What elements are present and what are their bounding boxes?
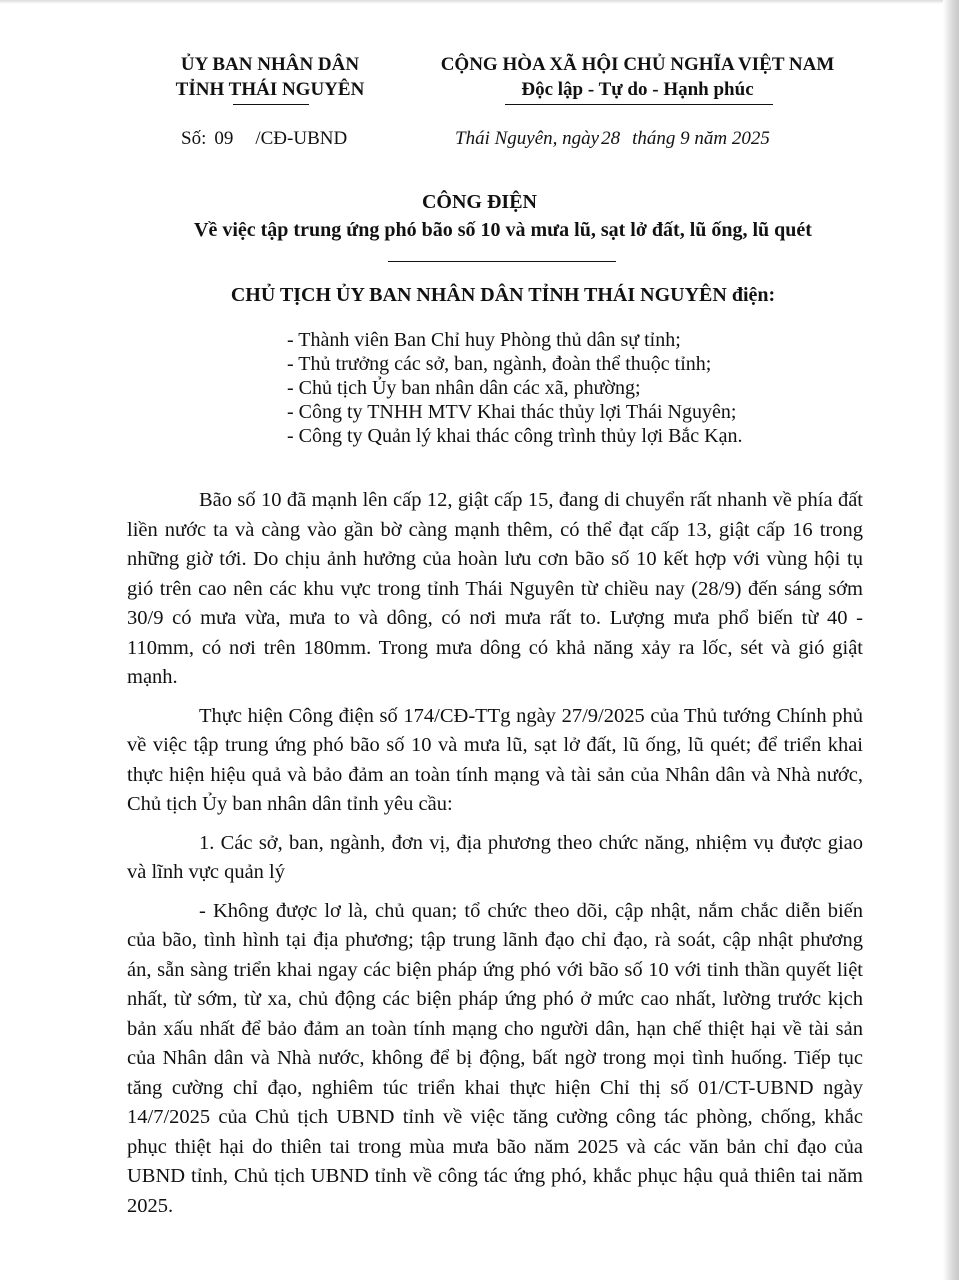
issuing-agency-line1: ỦY BAN NHÂN DÂN [180,54,360,75]
recipient-item: - Công ty Quản lý khai thác công trình thủy lợi Bắc Kạn. [287,425,743,447]
subject-underline [388,261,616,262]
document-subject: Về việc tập trung ứng phó bão số 10 và mưa lũ, sạt lở đất, lũ ống, lũ quét [194,219,812,241]
body-paragraph-directive-basis: Thực hiện Công điện số 174/CĐ-TTg ngày 27/9/2025 của Thủ tướng Chính phủ về việc tập trung ứng phó bão số 10 và mưa lũ, sạt lở đất, lũ ống, lũ quét; để triển khai thực hiện hiệu quả và bảo đảm an toàn tính mạng và tài sản của Nhân dân và Nhà nước, Chủ tịch Ủy ban nhân dân tỉnh yêu cầu: [127,704,863,815]
national-name: CỘNG HÒA XÃ HỘI CHỦ NGHĨA VIỆT NAM [440,54,835,75]
document-number-label: Số: [181,128,207,149]
recipient-list [287,328,743,448]
recipient-item: - Công ty TNHH MTV Khai thác thủy lợi Thái Nguyên; [287,401,737,423]
document-number [181,128,347,150]
issuing-agency-line2: TỈNH THÁI NGUYÊN [175,79,365,100]
document-number-value: 09 [214,128,234,149]
national-motto: Độc lập - Tự do - Hạnh phúc [521,79,754,100]
issuing-agency-block [150,52,390,102]
motto-underline [505,104,773,105]
issue-date [455,128,770,150]
national-motto-block [410,52,865,102]
agency-underline [233,104,309,105]
body-paragraph-section-1-item: - Không được lơ là, chủ quan; tổ chức theo dõi, cập nhật, nắm chắc diễn biến của bão, tình hình tại địa phương; tập trung lãnh đạo chỉ đạo, rà soát, cập nhật phương án, sẵn sàng triển khai ngay các biện pháp ứng phó với bão số 10 với tinh thần quyết liệt nhất, từ sớm, từ xa, chủ động các biện pháp ứng phó ở mức cao nhất, lường trước kịch bản xấu nhất để bảo đảm an toàn tính mạng cho người dân, hạn chế thiệt hại về tài sản của Nhân dân và Nhà nước, không để bị động, bất ngờ trong mọi tình huống. Tiếp tục tăng cường chỉ đạo, nghiêm túc triển khai thực hiện Chỉ thị số 01/CT-UBND ngày 14/7/2025 của Chủ tịch UBND tỉnh về việc tăng cường công tác phòng, chống, khắc phục thiệt hại do thiên tai trong mùa mưa bão năm 2025 và các văn bản chỉ đạo của UBND tỉnh, Chủ tịch UBND tỉnh về công tác ứng phó, khắc phục hậu quả thiên tai năm 2025. [127,899,863,1217]
recipient-item: - Thành viên Ban Chỉ huy Phòng thủ dân sự tỉnh; [287,329,681,351]
issue-date-place: Thái Nguyên, ngày [455,128,600,149]
page-top-edge [0,0,959,4]
issue-date-day: 28 [601,128,621,149]
document-type-title: CÔNG ĐIỆN [421,191,537,213]
body-paragraph-storm-forecast: Bão số 10 đã mạnh lên cấp 12, giật cấp 15, đang di chuyển rất nhanh về phía đất liền nước ta và càng vào gần bờ càng mạnh thêm, có thể đạt cấp 13, giật cấp 16 trong những giờ tới. Do chịu ảnh hưởng của hoàn lưu cơn bão số 10 kết hợp với vùng hội tụ gió trên cao nên các khu vực trong tỉnh Thái Nguyên từ chiều nay (28/9) đến sáng sớm 30/9 có mưa vừa, mưa to và dông, có nơi mưa rất to. Lượng mưa phổ biến từ 40 - 110mm, có nơi trên 180mm. Trong mưa dông có khả năng xảy ra lốc, sét và gió giật mạnh. [127,489,863,688]
recipient-item: - Chủ tịch Ủy ban nhân dân các xã, phường; [287,377,641,399]
document-body [127,486,863,1230]
recipient-item: - Thủ trưởng các sở, ban, ngành, đoàn thể thuộc tỉnh; [287,353,712,375]
body-paragraph-section-1-heading: 1. Các sở, ban, ngành, đơn vị, địa phương theo chức năng, nhiệm vụ được giao và lĩnh vực quản lý [127,831,863,883]
issue-date-month-year: tháng 9 năm 2025 [632,128,770,149]
document-code: /CĐ-UBND [255,128,348,149]
sender-line: CHỦ TỊCH ỦY BAN NHÂN DÂN TỈNH THÁI NGUYÊN điện: [230,284,776,306]
